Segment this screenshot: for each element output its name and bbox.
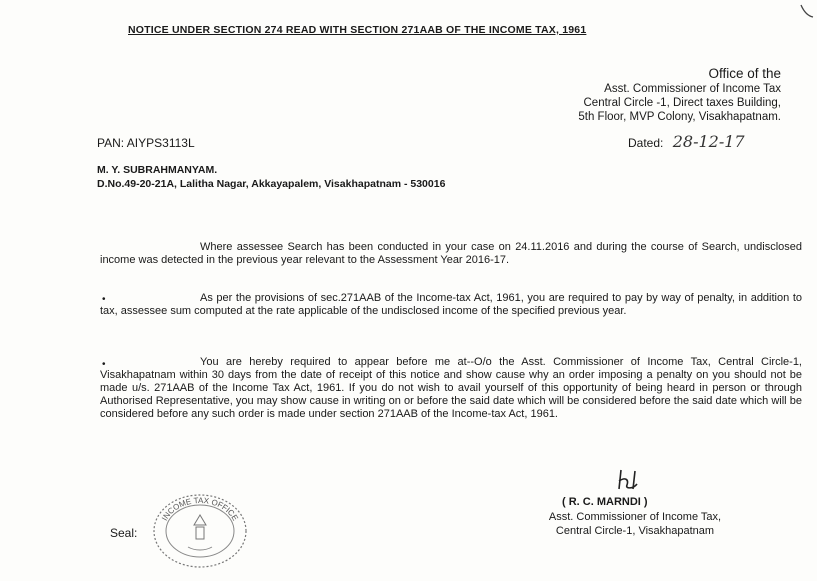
- bullet-3: •: [102, 359, 106, 370]
- addressee-block: [97, 163, 445, 191]
- paragraph-1-text: Where assessee Search has been conducted in your case on 24.11.2016 and during the course of Search, undisclosed income was detected in the previous year relevant to the Assessment Year 2016-17.: [100, 241, 802, 266]
- paragraph-3: [100, 356, 802, 421]
- dated-block: [628, 132, 745, 151]
- signatory-designation: [490, 510, 780, 538]
- corner-mark-icon: [798, 2, 816, 22]
- signature-icon: [613, 467, 653, 495]
- paragraph-2: [100, 292, 802, 318]
- signatory-name: ( R. C. MARNDI ): [562, 496, 648, 508]
- office-line-1: Office of the: [708, 66, 781, 81]
- office-seal-icon: [150, 491, 250, 571]
- bullet-2: •: [102, 294, 106, 305]
- office-line-4: 5th Floor, MVP Colony, Visakhapatnam.: [578, 111, 781, 123]
- addressee-name: M. Y. SUBRAHMANYAM.: [97, 164, 218, 176]
- dated-value: 28-12-17: [672, 132, 745, 151]
- office-line-3: Central Circle -1, Direct taxes Building,: [583, 97, 781, 109]
- svg-text:INCOME TAX OFFICE: [160, 496, 240, 522]
- addressee-address: D.No.49-20-21A, Lalitha Nagar, Akkayapalem, Visakhapatnam - 530016: [97, 178, 446, 190]
- office-line-2: Asst. Commissioner of Income Tax: [604, 83, 781, 95]
- signatory-desig-2: Central Circle-1, Visakhapatnam: [555, 525, 715, 537]
- dated-label: Dated:: [628, 136, 664, 150]
- pan-number: PAN: AIYPS3113L: [97, 136, 195, 150]
- paragraph-3-text: You are hereby required to appear before me at--O/o the Asst. Commissioner of Income Tax, Central Circle-1, Visakhapatnam within 30 days from the date of receipt of this notice and show cause why an order imposing a penalty on you should not be made u/s. 271AAB of the Income Tax Act, 1961. If you do not wish to avail yourself of this opportunity of being heard in person or through Authorised Representative, you may show cause in writing on or before the said date which will be considered before the said date which will be considered before any such order is made under section 271AAB of the Income-tax Act, 1961.: [100, 356, 802, 420]
- office-address-block: [578, 66, 781, 124]
- signatory-desig-1: Asst. Commissioner of Income Tax,: [548, 511, 722, 523]
- seal-text: INCOME TAX OFFICE: [160, 495, 240, 523]
- notice-title: NOTICE UNDER SECTION 274 READ WITH SECTION 271AAB OF THE INCOME TAX, 1961: [128, 24, 587, 36]
- paragraph-1: [100, 241, 802, 267]
- paragraph-2-text: As per the provisions of sec.271AAB of the Income-tax Act, 1961, you are required to pay by way of penalty, in addition to tax, assessee sum computed at the rate applicable of the undisclosed income of the specified previous year.: [100, 292, 802, 317]
- seal-label: Seal:: [110, 526, 138, 540]
